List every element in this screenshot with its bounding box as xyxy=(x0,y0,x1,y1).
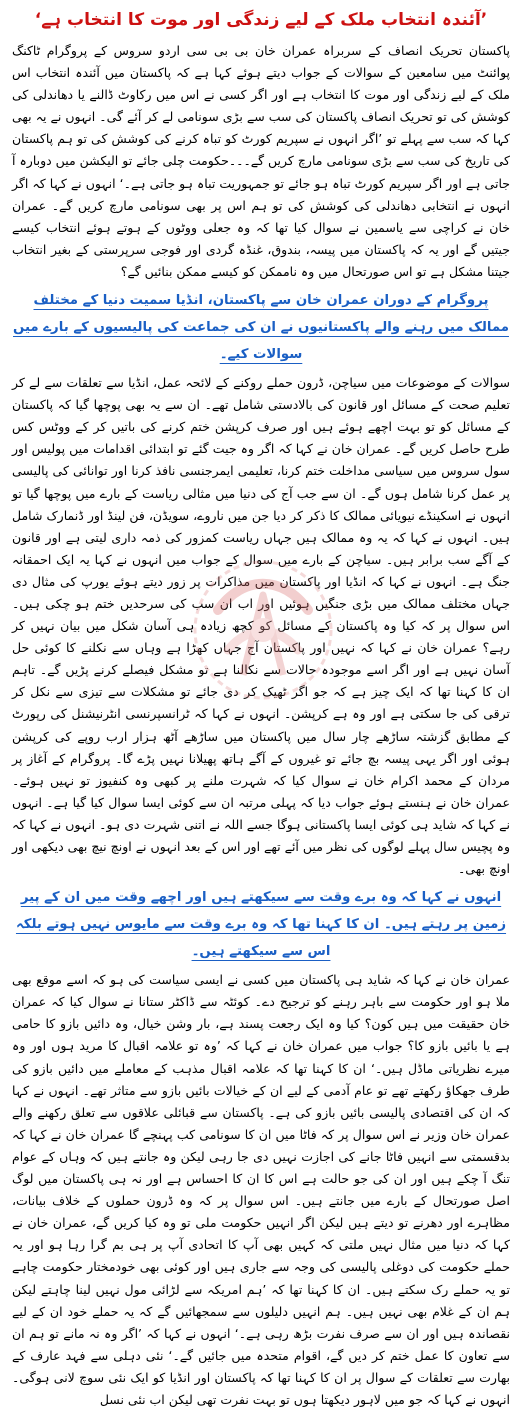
subheading-questions: پروگرام کے دوران عمران خان سے پاکستان، انڈیا سمیت دنیا کے مختلف ممالک میں رہنے والے پاکستانیوں نے ان کی جماعت کی پالیسیوں کے بارے میں سوالات کیے۔ xyxy=(13,293,509,363)
paragraph-topics: سوالات کے موضوعات میں سیاچن، ڈرون حملے روکنے کے لائحہ عمل، انڈیا سے تعلقات سے لے کر تعلیم صحت کے مسائل اور قانون کی بالادستی شامل تھے۔ ان سے یہ بھی پوچھا گیا کہ پاکستان کے مسائل کو تو بہت اچھے ہوئے ہیں اور صرف کرپشن ختم کرنے کی باتیں کر کے ووٹس کس طرح حاصل کریں گے۔ عمران خان نے کہا کہ اگر وہ جیت گئے تو ابتدائی اقدامات میں پولیس اور سول سروس میں سیاسی مداخلت ختم کرنا، تعلیمی ایمرجنسی نافذ کرنا اور توانائی کی پالیسی پر عمل کرنا شامل ہوں گے۔ ان سے جب آج کی دنیا میں مثالی ریاست کے بارے میں پوچھا گیا تو انہوں نے اسکینڈے نیویائی ممالک کا ذکر کر دیا جن میں ناروے، سویڈن، فن لینڈ اور ڈنمارک شامل ہیں۔ انہوں نے کہا کہ یہ وہ ممالک ہیں جہاں ریاست کمزور کی ذمہ داری لیتی ہے اور قانون کے آگے سب برابر ہیں۔ سیاچن کے بارے میں سوال کے جواب میں انہوں نے کہا یہ ایک احمقانہ جنگ ہے۔ انہوں نے کہا کہ انڈیا اور پاکستان میں مذاکرات پر زور دیتے ہوئے یورپ کی مثال دی جہاں مختلف ممالک میں بڑی جنگیں ہوئیں اور اب ان سب کی سرحدیں ختم ہو چکی ہیں۔ اس سوال پر کہ کیا وہ پاکستان کے مسائل کو کچھ زیادہ ہی آسان شکل میں بیان نہیں کر رہے؟ عمران خان نے کہا کہ نہیں اور پاکستان آج جہاں کھڑا ہے وہاں سے نکلنے کا کوئی حل آسان نہیں ہے اور اگر اسے موجودہ حالات سے نکالنا ہے تو مشکل فیصلے کرنے پڑیں گے۔ تاہم ان کا کہنا تھا کہ ایک چیز ہے کہ جو اگر ٹھیک کر دی جائے تو مشکلات سے تیزی سے نکل کر ترقی کی جا سکتی ہے اور وہ ہے کرپشن۔ انہوں نے کہا کہ ٹرانسپرنسی انٹرنیشنل کی رپورٹ کے مطابق گزشتہ ساڑھے چار سال میں پاکستان میں ساڑھے آٹھ ہزار ارب روپے کی کرپشن ہوئی اور اگر یہی پیسہ بچ جائے تو غیروں کے آگے ہاتھ پھیلانا نہیں پڑے گا۔ پروگرام کے آغاز پر مردان کے محمد اکرام خان نے سوال کیا کہ شہرت ملنے پر کبھی وہ کنفیوز تو نہیں ہوئے۔ عمران خان نے ہنستے ہوئے جواب دیا کہ پہلی مرتبہ ان سے کوئی ایسا سوال کیا گیا ہے۔ انہوں نے کہا کہ شاید ہی کوئی ایسا پاکستانی ہوگا جسے اللہ نے اتنی شہرت دی ہو۔ انہوں نے کہا کہ وہ پچیس سال پہلے لوگوں کی نظر میں آئے تھے اور اس کے بعد انہوں نے اونچ نیچ بھی دیکھی اور اونچ بھی۔ xyxy=(12,375,510,877)
headline: ’آئندہ انتخاب ملک کے لیے زندگی اور موت کا انتخاب ہے‘ xyxy=(34,10,488,30)
paragraph-intro: پاکستان تحریک انصاف کے سربراہ عمران خان بی بی سی اردو سروس کے پروگرام ٹاکنگ پوائنٹ میں سامعین کے سوالات کے جواب دیتے ہوئے کہا ہے کہ پاکستان میں آئندہ انتخاب اس ملک کے لیے زندگی اور موت کا انتخاب ہے اور اگر کسی نے اس میں رکاوٹ ڈالنے یا دھاندلی کی کوشش کی تو تحریک انصاف پاکستان کی سب سے بڑی سونامی لے کر آئے گی۔ انہوں نے یہ بھی کہا کہ سب سے پہلے تو ’اگر انہوں نے سپریم کورٹ کو تباہ کرنے کی کوشش کی تو ہم پاکستان کی تاریخ کی سب سے بڑی سونامی مارچ کریں گے۔۔۔حکومت چلی جائے تو الیکشن میں دوبارہ آ جاتی ہے اور اگر سپریم کورٹ تباہ ہو جائے تو جمہوریت تباہ ہو جاتی ہے۔‘ انہوں نے کہا کہ اگر انہوں نے انتخابی دھاندلی کی کوشش کی تو ہم اس پر بھی سونامی مارچ کریں گے۔ عمران خان نے کراچی سے یاسمین نے سوال کیا تھا کہ وہ جعلی ووٹوں کے ہوتے ہوئے انتخاب کیسے جیتیں گے اور یہ کہ پاکستان میں پیسہ، بندوق، غنڈہ گردی اور فوجی سرپرستی کے بغیر انتخاب جیتنا مشکل ہے تو اس صورتحال میں وہ ناممکن کو کیسے ممکن بنائیں گے؟ xyxy=(12,43,510,279)
paragraph-ideology: عمران خان نے کہا کہ شاید ہی پاکستان میں کسی نے ایسی سیاست کی ہو کہ اسے موقع بھی ملا ہو اور حکومت سے باہر رہنے کو ترجیح دے۔ کوئٹہ سے ڈاکٹر ستانا نے سوال کیا کہ عمران خان حقیقت میں ہیں کون؟ کیا وہ ایک رجعت پسند ہے، بار وشن خیال، وہ دائیں بازو کا حامی ہے یا بائیں بازو کا؟ جواب میں عمران خان نے کہا کہ ’وہ تو علامہ اقبال کا مرید ہوں اور وہ میرے نظریاتی ماڈل ہیں۔‘ ان کا کہنا تھا کہ علامہ اقبال مذہب کے معاملے میں دائیں بازو کی طرف جھکاؤ رکھتے تھے تو عام آدمی کے لیے ان کے خیالات بائیں بازو سے متاثر تھے۔ انہوں نے کہا کہ ان کی اقتصادی پالیسی بائیں بازو کی ہے۔ پاکستان سے قبائلی علاقوں سے تعلق رکھنے والے عمران خان وزیر نے اس سوال پر کہ فاٹا میں ان کا سونامی کب پہنچے گا عمران خان نے کہا کہ بدقسمتی سے انہیں فاٹا جانے کی اجازت نہیں دی جا رہی لیکن وہ جانتے ہیں کہ وہاں کے عوام تنگ آ چکے ہیں اور ان کی جو حالت ہے اس کا ان کا احساس ہے اور نہ ہی پاکستان میں لوگ اصل صورتحال کے بارے میں جانتے ہیں۔ اس سوال پر کہ وہ ڈرون حملوں کے خلاف بیانات، مظاہرے اور دھرنے تو دیتے ہیں لیکن اگر انہیں حکومت ملی تو وہ کیا کریں گے، عمران خان نے کہا کہ دنیا میں مثال نہیں ملتی کہ کہیں بھی آپ کا اتحادی آپ پر ہی بم گرا رہا ہو اور یہ حملے حکومت کی دوغلی پالیسی کی وجہ سے جاری ہیں اور کوئی بھی خودمختار حکومت چاہے تو یہ حملے رک سکتے ہیں۔ ان کا کہنا تھا کہ ’ہم امریکہ سے لڑائی مول نہیں لینا چاہتے لیکن ہم ان کے غلام بھی نہیں ہیں۔ ہم انہیں دلیلوں سے سمجھائیں گے کہ یہ حملے خود ان کے لیے نقصاندہ ہیں اور ان سے صرف نفرت بڑھ رہی ہے۔‘ انہوں نے کہا کہ ’اگر وہ نہ مانے تو ہم ان سے تعاون کا عمل ختم کر دیں گے، اقوام متحدہ میں جائیں گے۔‘ نئی دہلی سے فہد عارف کے بھارت سے تعلقات کے سوال پر ان کا کہنا تھا کہ پاکستان اور انڈیا کو ایک نئی سوچ لانی ہوگی۔ انہوں نے کہا کہ جو میں لاہور دیکھتا ہوں تو بہت نفرت تھی لیکن اب نئی نسل xyxy=(12,972,510,1407)
subheading-quote: انہوں نے کہا کہ وہ برے وقت سے سیکھتے ہیں اور اچھے وقت میں ان کے پیر زمین پر رہتے ہیں۔ ان کا کہنا تھا کہ وہ برے وقت سے مایوس نہیں ہوتے بلکہ اس سے سیکھتے ہیں۔ xyxy=(15,890,507,960)
